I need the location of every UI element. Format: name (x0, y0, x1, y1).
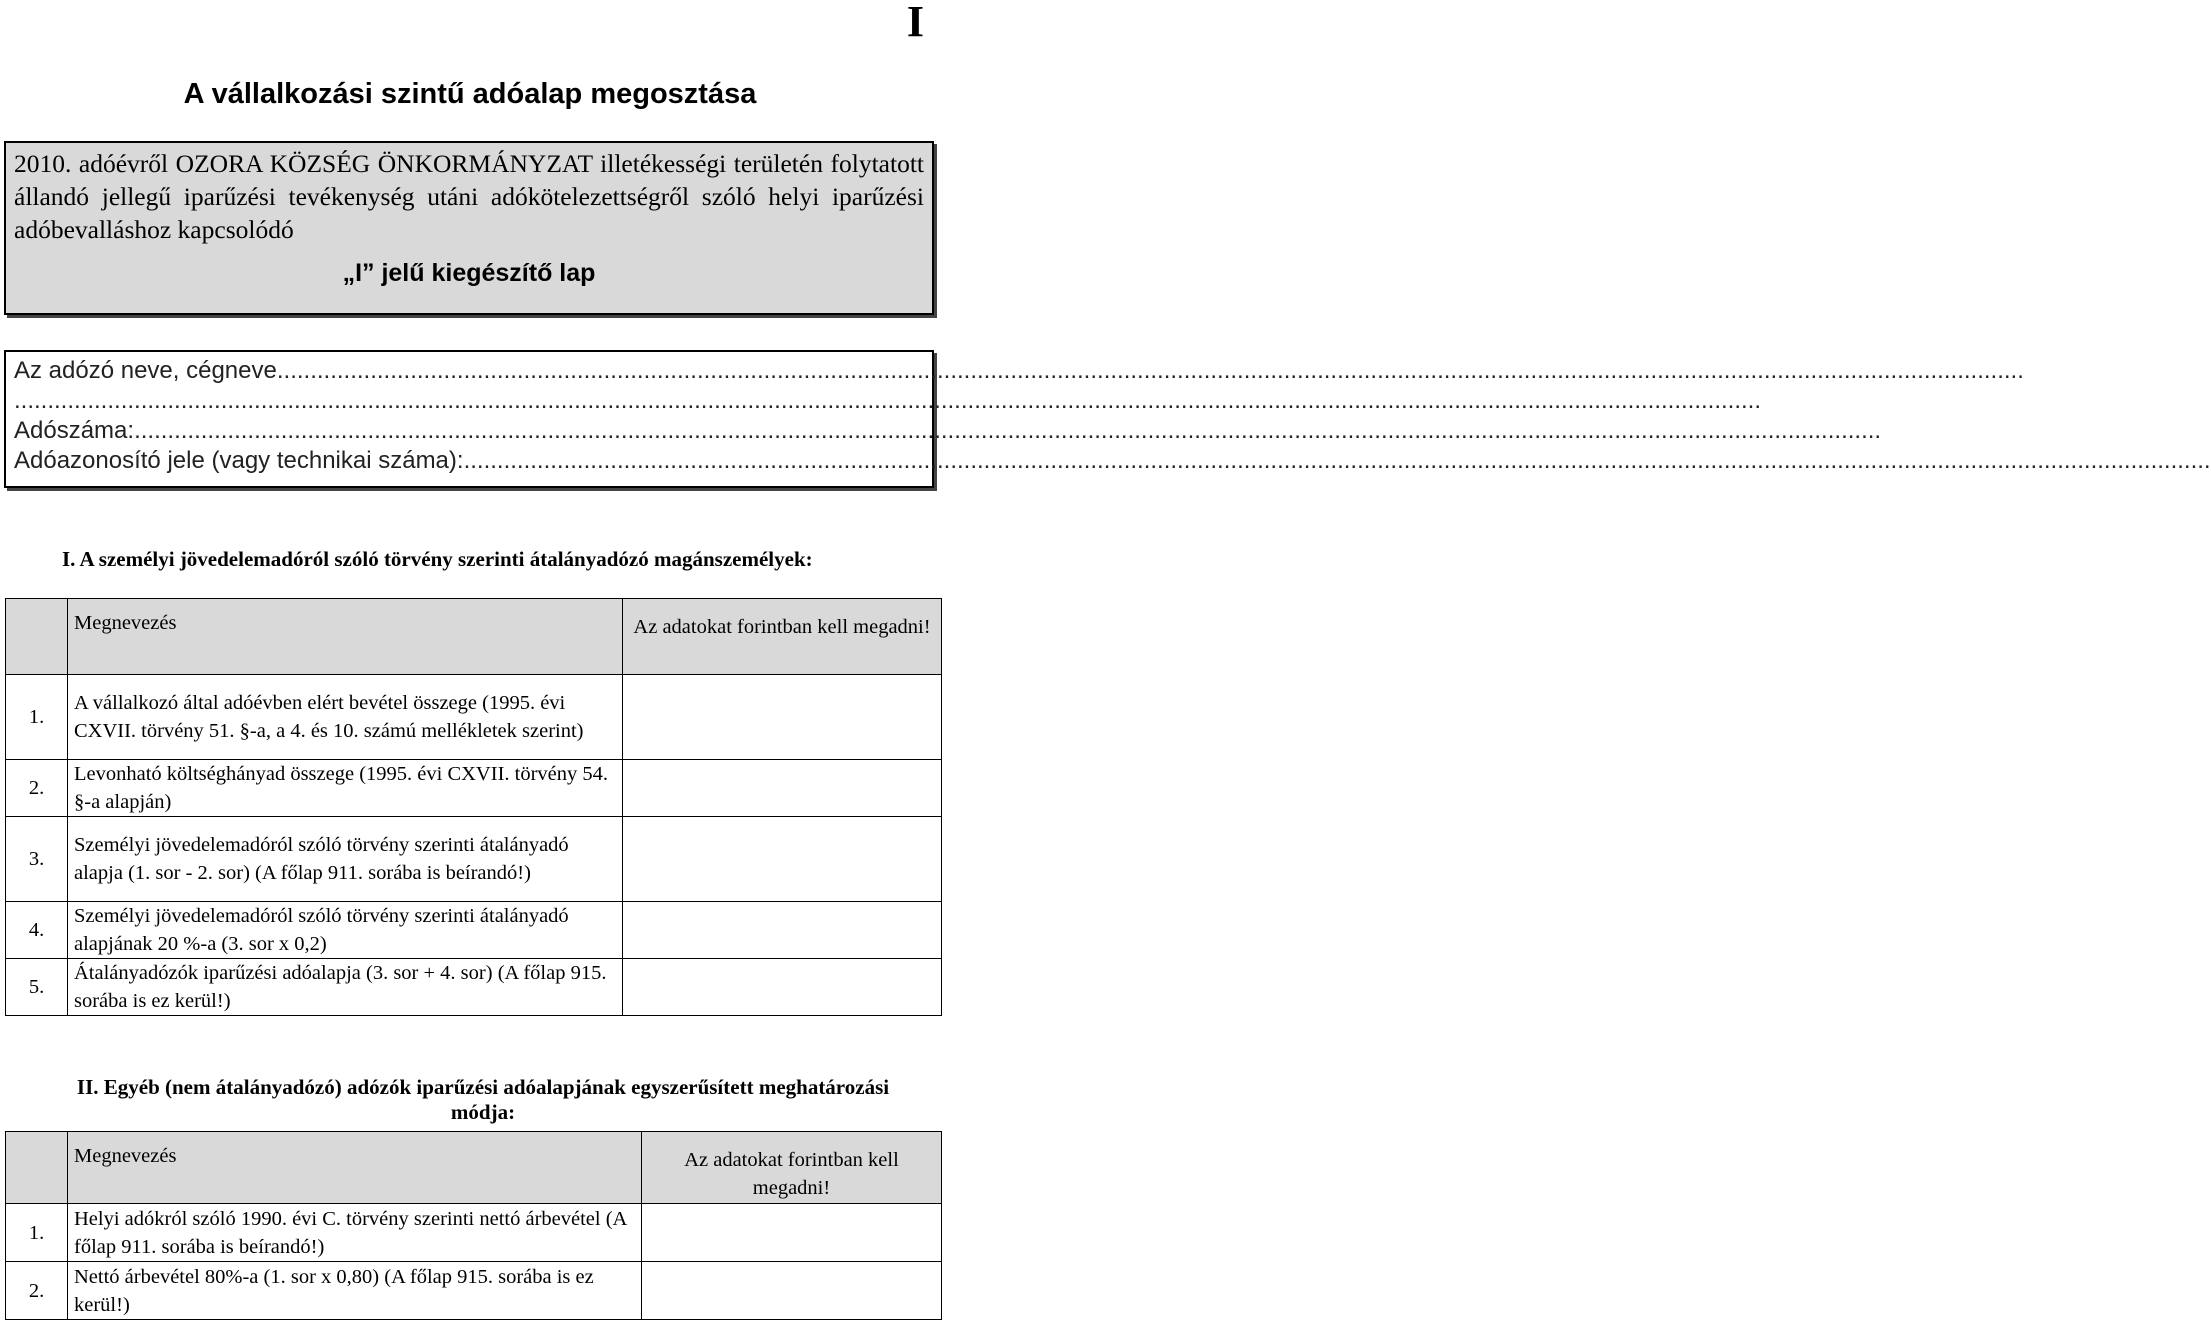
row-amount-input[interactable] (623, 675, 942, 760)
row-number: 1. (6, 675, 68, 760)
row-number: 1. (6, 1204, 68, 1262)
section1-col-amount: Az adatokat forintban kell megadni! (623, 599, 942, 675)
row-amount-input[interactable] (623, 902, 942, 959)
row-number: 4. (6, 902, 68, 959)
taxpayer-name-dots: ...................................................................................................................................................................................................................................................................... (276, 357, 2024, 384)
row-description: Személyi jövedelemadóról szóló törvény szerinti átalányadó alapja (1. sor - 2. sor) (A főlap 911. sorába is beírandó!) (68, 817, 623, 902)
tax-number-dots: ...................................................................................................................................................................................................................................................................... (134, 417, 1882, 444)
row-amount-input[interactable] (623, 817, 942, 902)
table-row (6, 1204, 942, 1262)
row-number: 5. (6, 959, 68, 1016)
row-number: 2. (6, 1262, 68, 1320)
tax-id-dots: ...................................................................................................................................................................................................................................................................... (463, 447, 2211, 474)
row-amount-input[interactable] (642, 1262, 942, 1320)
row-description: Helyi adókról szóló 1990. évi C. törvény szerinti nettó árbevétel (A főlap 911. sorába is beírandó!) (68, 1204, 642, 1262)
row-description: Levonható költséghányad összege (1995. évi CXVII. törvény 54. §-a alapján) (68, 760, 623, 817)
tax-number-label: Adószáma: (14, 417, 135, 444)
table-row (6, 902, 942, 959)
form-header-subtitle: „I” jelű kiegészítő lap (342, 259, 596, 287)
row-amount-input[interactable] (642, 1204, 942, 1262)
section2-header-num (6, 1132, 68, 1204)
row-description: A vállalkozó által adóévben elért bevétel összege (1995. évi CXVII. törvény 51. §-a, a 4. és 10. számú mellékletek szerint) (68, 675, 623, 760)
tax-id-label: Adóazonosító jele (vagy technikai száma): (14, 447, 464, 474)
taxpayer-name-field[interactable] (14, 356, 2024, 386)
section2-table (5, 1131, 942, 1320)
table-row (6, 675, 942, 760)
taxpayer-info-box (4, 350, 2211, 488)
section1-col-name: Megnevezés (68, 599, 623, 675)
row-amount-input[interactable] (623, 760, 942, 817)
tax-id-field[interactable] (14, 446, 2211, 476)
taxpayer-name-dots-2: ...................................................................................................................................................................................................................................................................... (14, 387, 1762, 414)
section2-col-name: Megnevezés (68, 1132, 642, 1204)
tax-number-field[interactable] (14, 416, 1882, 446)
row-description: Átalányadózók iparűzési adóalapja (3. sor + 4. sor) (A főlap 915. sorába is ez kerül!) (68, 959, 623, 1016)
table-row (6, 760, 942, 817)
row-number: 3. (6, 817, 68, 902)
section1-header-row (6, 599, 942, 675)
page-letter: I (906, 0, 924, 46)
row-description: Személyi jövedelemadóról szóló törvény szerinti átalányadó alapjának 20 %-a (3. sor x 0,2) (68, 902, 623, 959)
table-row (6, 1262, 942, 1320)
taxpayer-name-label: Az adózó neve, cégneve (14, 357, 277, 384)
row-number: 2. (6, 760, 68, 817)
section2-title: II. Egyéb (nem átalányadózó) adózók iparűzési adóalapjának egyszerűsített meghatározási módja: (76, 1075, 890, 1124)
section1-table (5, 598, 942, 1016)
row-description: Nettó árbevétel 80%-a (1. sor x 0,80) (A főlap 915. sorába is ez kerül!) (68, 1262, 642, 1320)
form-header-text: 2010. adóévről OZORA KÖZSÉG ÖNKORMÁNYZAT illetékességi területén folytatott állandó jellegű iparűzési tevékenység utáni adókötelezettségről szóló helyi iparűzési adóbevalláshoz kapcsolódó (14, 149, 924, 244)
taxpayer-name-continuation[interactable] (14, 386, 1762, 416)
table-row (6, 959, 942, 1016)
table-row (6, 817, 942, 902)
section2-header-row (6, 1132, 942, 1204)
section2-col-amount: Az adatokat forintban kell megadni! (642, 1132, 942, 1204)
row-amount-input[interactable] (623, 959, 942, 1016)
section1-title: I. A személyi jövedelemadóról szóló törvény szerinti átalányadózó magánszemélyek: (62, 547, 813, 571)
page-title: A vállalkozási szintű adóalap megosztása (183, 78, 757, 110)
section1-header-num (6, 599, 68, 675)
form-header-box (4, 141, 934, 315)
